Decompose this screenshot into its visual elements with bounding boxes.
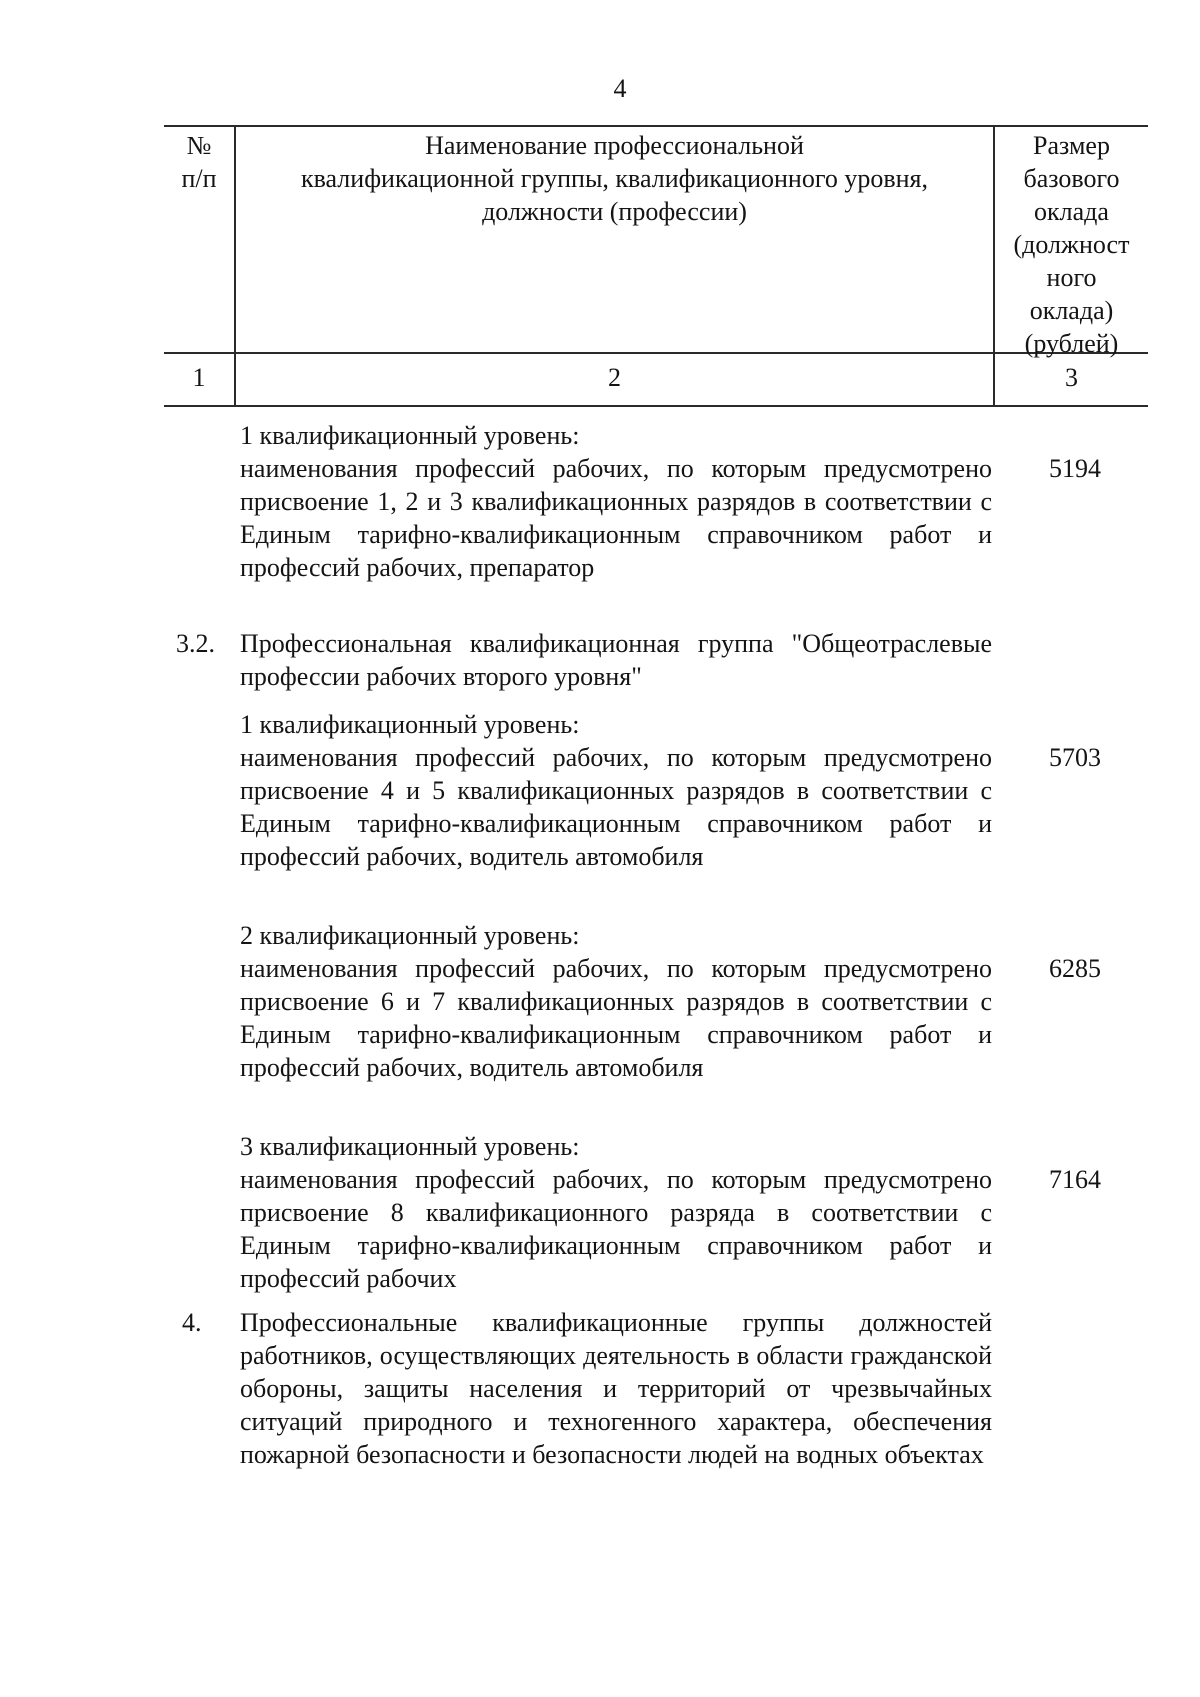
table-row (240, 1306, 992, 1471)
header-salary-line: Размер (1033, 131, 1110, 160)
header-number-line: № (186, 131, 212, 160)
header-name-column (236, 129, 993, 228)
qualification-level-label: 2 квалификационный уровень: (240, 921, 580, 950)
group-number: 3.2. (176, 629, 215, 658)
header-salary-line: оклада) (1029, 296, 1114, 325)
base-salary-value: 5194 (1049, 454, 1101, 483)
professions-description: наименования профессий рабочих, по которым предусмотрено присвоение 4 и 5 квалификационных разрядов в соответствии с Единым тарифно-квалификационным справочником работ и профессий рабочих, водитель автомобиля (240, 743, 992, 871)
header-index-1: 1 (192, 363, 206, 392)
qualification-level-label: 1 квалификационный уровень: (240, 710, 580, 739)
header-index-3: 3 (1065, 363, 1078, 392)
qualification-level-label: 1 квалификационный уровень: (240, 421, 580, 450)
header-index-2: 2 (608, 363, 621, 392)
header-salary-line: оклада (1034, 197, 1109, 226)
header-name-line: Наименование профессиональной (425, 131, 804, 160)
qualification-group-title: Профессиональные квалификационные группы должностей работников, осуществляющих деятельность в области гражданской обороны, защиты населения и территорий от чрезвычайных ситуаций природного и техногенного характера, обеспечения пожарной безопасности и безопасности людей на водных объектах (240, 1308, 992, 1469)
base-salary-value: 6285 (1049, 954, 1101, 983)
professions-description: наименования профессий рабочих, по которым предусмотрено присвоение 6 и 7 квалификационных разрядов в соответствии с Единым тарифно-квалификационным справочником работ и профессий рабочих, водитель автомобиля (240, 954, 992, 1082)
header-top-rule (164, 125, 1148, 127)
base-salary-value: 7164 (1049, 1165, 1101, 1194)
header-bottom-rule (164, 405, 1148, 407)
table-row (240, 627, 992, 693)
table-row (240, 708, 992, 873)
header-number-line: п/п (181, 164, 217, 193)
group-number: 4. (182, 1308, 202, 1337)
header-number-column (164, 129, 234, 195)
header-salary-column (995, 129, 1148, 360)
header-salary-line: (рублей) (1024, 329, 1119, 358)
table-row (240, 1130, 992, 1295)
header-salary-line: ного (1046, 263, 1097, 292)
base-salary-value: 5703 (1049, 743, 1101, 772)
professions-description: наименования профессий рабочих, по которым предусмотрено присвоение 8 квалификационного разряда в соответствии с Единым тарифно-квалификационным справочником работ и профессий рабочих (240, 1165, 992, 1293)
table-row (240, 919, 992, 1084)
header-name-line: квалификационной группы, квалификационного уровня, (300, 164, 929, 193)
table-header (164, 125, 1148, 413)
qualification-level-label: 3 квалификационный уровень: (240, 1132, 580, 1161)
header-salary-line: базового (1023, 164, 1120, 193)
professions-description: наименования профессий рабочих, по которым предусмотрено присвоение 1, 2 и 3 квалификационных разрядов в соответствии с Единым тарифно-квалификационным справочником работ и профессий рабочих, препаратор (240, 454, 992, 582)
header-salary-line: (должност (1013, 230, 1130, 259)
table-row (240, 419, 992, 584)
qualification-group-title: Профессиональная квалификационная группа "Общеотраслевые профессии рабочих второго уровня" (240, 629, 992, 691)
header-name-line: должности (профессии) (482, 197, 747, 226)
page-number: 4 (613, 74, 627, 103)
